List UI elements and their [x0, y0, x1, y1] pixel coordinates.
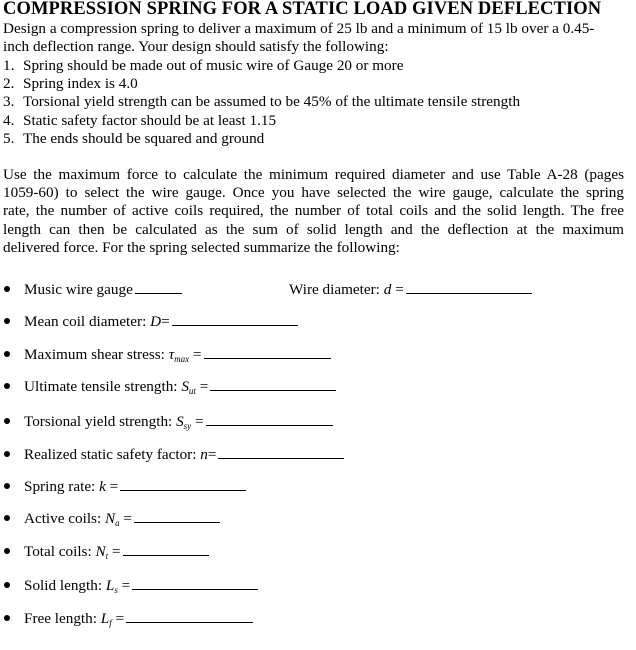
torsional-group [24, 411, 333, 436]
spring-rate-label: Spring rate: [24, 478, 96, 495]
requirements-list [3, 57, 520, 148]
spring-rate-blank[interactable] [120, 476, 246, 491]
intro-paragraph [3, 20, 625, 56]
ultimate-tensile-strength-symbol: S [181, 378, 189, 395]
max-shear-stress-blank[interactable] [204, 344, 331, 359]
active-coils-subscript: a [115, 518, 120, 528]
solid-length-symbol: L [105, 577, 115, 594]
bullet-icon [4, 418, 10, 424]
max-shear-stress-subscript: max [174, 354, 190, 364]
equals-sign: = [161, 313, 170, 330]
active-coils-group [24, 508, 220, 533]
max-shear-stress-label: Maximum shear stress: [24, 346, 165, 363]
requirement-text: Spring index is 4.0 [23, 75, 138, 93]
page-title: COMPRESSION SPRING FOR A STATIC LOAD GIVEN DEFLECTION [3, 0, 602, 19]
active-coils-label: Active coils: [24, 510, 102, 527]
summary-row-spring-rate [0, 476, 400, 496]
free-length-symbol: L [100, 610, 110, 627]
requirement-text: Torsional yield strength can be assumed to be 45% of the ultimate tensile strength [23, 93, 521, 111]
music-wire-gauge-label: Music wire gauge [24, 281, 133, 298]
requirement-number: 5. [3, 129, 15, 147]
max-shear-stress-symbol: τ [168, 346, 175, 363]
wire-diameter-blank[interactable] [406, 279, 532, 294]
summary-row-shear [0, 344, 400, 364]
summary-row-mean-coil [0, 311, 400, 331]
instructions-line: length can then be calculated as the sum of solid length and the deflection at the maximum [3, 220, 624, 238]
requirement-number: 1. [3, 57, 15, 74]
summary-row-total-coils [0, 541, 400, 561]
free-length-label: Free length: [24, 610, 97, 627]
safety-group [24, 444, 344, 465]
ultimate-tensile-strength-label: Ultimate tensile strength: [24, 378, 178, 395]
total-coils-symbol: N [95, 543, 106, 560]
torsional-yield-strength-blank[interactable] [206, 411, 333, 426]
instructions-paragraph [3, 166, 624, 257]
torsional-yield-strength-label: Torsional yield strength: [24, 413, 173, 430]
instructions-line: delivered force. For the spring selected summarize the following: [3, 238, 400, 256]
requirement-text: The ends should be squared and ground [23, 129, 265, 147]
requirement-number: 2. [3, 75, 15, 93]
total-coils-subscript: t [105, 551, 109, 561]
realized-safety-factor-label: Realized static safety factor: [24, 446, 197, 463]
bullet-icon [4, 582, 10, 588]
ultimate-group [24, 376, 336, 401]
spring-rate-symbol: k [99, 478, 106, 495]
total-coils-blank[interactable] [123, 541, 209, 556]
torsional-yield-strength-symbol: S [176, 413, 184, 430]
active-coils-symbol: N [104, 510, 116, 527]
equals-sign: = [115, 610, 125, 627]
equals-sign: = [111, 543, 121, 560]
spring-rate-group [24, 476, 246, 497]
mean-coil-group [24, 311, 298, 332]
equals-sign: = [395, 281, 404, 298]
bullet-icon [4, 615, 10, 621]
bullet-icon [4, 515, 10, 521]
equals-sign: = [194, 413, 204, 430]
requirement-item [3, 75, 520, 93]
summary-row-torsional [0, 411, 400, 431]
mean-coil-diameter-blank[interactable] [172, 311, 298, 326]
free-length-group [24, 608, 253, 633]
total-coils-label: Total coils: [24, 543, 92, 560]
intro-line: inch deflection range. Your design should satisfy the following: [3, 38, 389, 56]
requirement-number: 3. [3, 93, 15, 111]
ultimate-tensile-strength-subscript: ut [188, 386, 196, 396]
free-length-subscript: f [109, 618, 112, 628]
bullet-icon [4, 451, 10, 457]
requirement-item [3, 112, 520, 130]
solid-length-label: Solid length: [24, 577, 103, 594]
free-length-blank[interactable] [126, 608, 253, 623]
summary-row-ultimate [0, 376, 400, 396]
summary-row-active-coils [0, 508, 400, 528]
ultimate-tensile-strength-blank[interactable] [210, 376, 336, 391]
equals-sign: = [121, 577, 131, 594]
bullet-icon [4, 318, 10, 324]
mean-coil-diameter-symbol: D [150, 313, 162, 330]
music-wire-gauge-blank[interactable] [135, 279, 182, 294]
solid-length-group [24, 575, 258, 600]
wire-diameter-group [289, 279, 532, 300]
bullet-icon [4, 383, 10, 389]
instructions-line: 1059-60) to select the wire gauge. Once you have selected the wire gauge, calculate the spring [3, 184, 624, 202]
summary-row-safety [0, 444, 400, 464]
equals-sign: = [199, 378, 209, 395]
bullet-icon [4, 483, 10, 489]
summary-row-solid-length [0, 575, 400, 595]
realized-safety-factor-blank[interactable] [218, 444, 344, 459]
summary-row-gauge [0, 279, 636, 299]
realized-safety-factor-symbol: n [200, 446, 208, 463]
equals-sign: = [207, 446, 217, 463]
requirement-text: Spring should be made out of music wire of Gauge 20 or more [23, 57, 404, 74]
equals-sign: = [123, 510, 132, 527]
solid-length-subscript: s [114, 585, 118, 595]
shear-group [24, 344, 331, 369]
requirement-number: 4. [3, 111, 15, 129]
gauge-label-group [24, 279, 182, 300]
torsional-yield-strength-subscript: sy [183, 421, 192, 431]
instructions-line: Use the maximum force to calculate the minimum required diameter and use Table A-28 (pages [3, 166, 624, 183]
requirement-item [3, 130, 520, 148]
requirement-text: Static safety factor should be at least 1.15 [23, 111, 277, 129]
instructions-line: rate, the number of active coils required, the number of total coils and the solid length. The free [3, 202, 624, 220]
total-coils-group [24, 541, 209, 566]
intro-line: Design a compression spring to deliver a maximum of 25 lb and a minimum of 15 lb over a 0.45- [3, 20, 595, 37]
bullet-icon [4, 548, 10, 554]
mean-coil-diameter-label: Mean coil diameter: [24, 313, 147, 330]
wire-diameter-label: Wire diameter: [289, 281, 380, 298]
requirement-item [3, 93, 520, 111]
active-coils-blank[interactable] [134, 508, 220, 523]
bullet-icon [4, 351, 10, 357]
solid-length-blank[interactable] [132, 575, 258, 590]
equals-sign: = [109, 478, 119, 495]
wire-diameter-symbol: d [383, 281, 392, 298]
requirement-item [3, 57, 520, 75]
bullet-icon [4, 286, 10, 292]
equals-sign: = [192, 346, 202, 363]
summary-row-free-length [0, 608, 400, 628]
